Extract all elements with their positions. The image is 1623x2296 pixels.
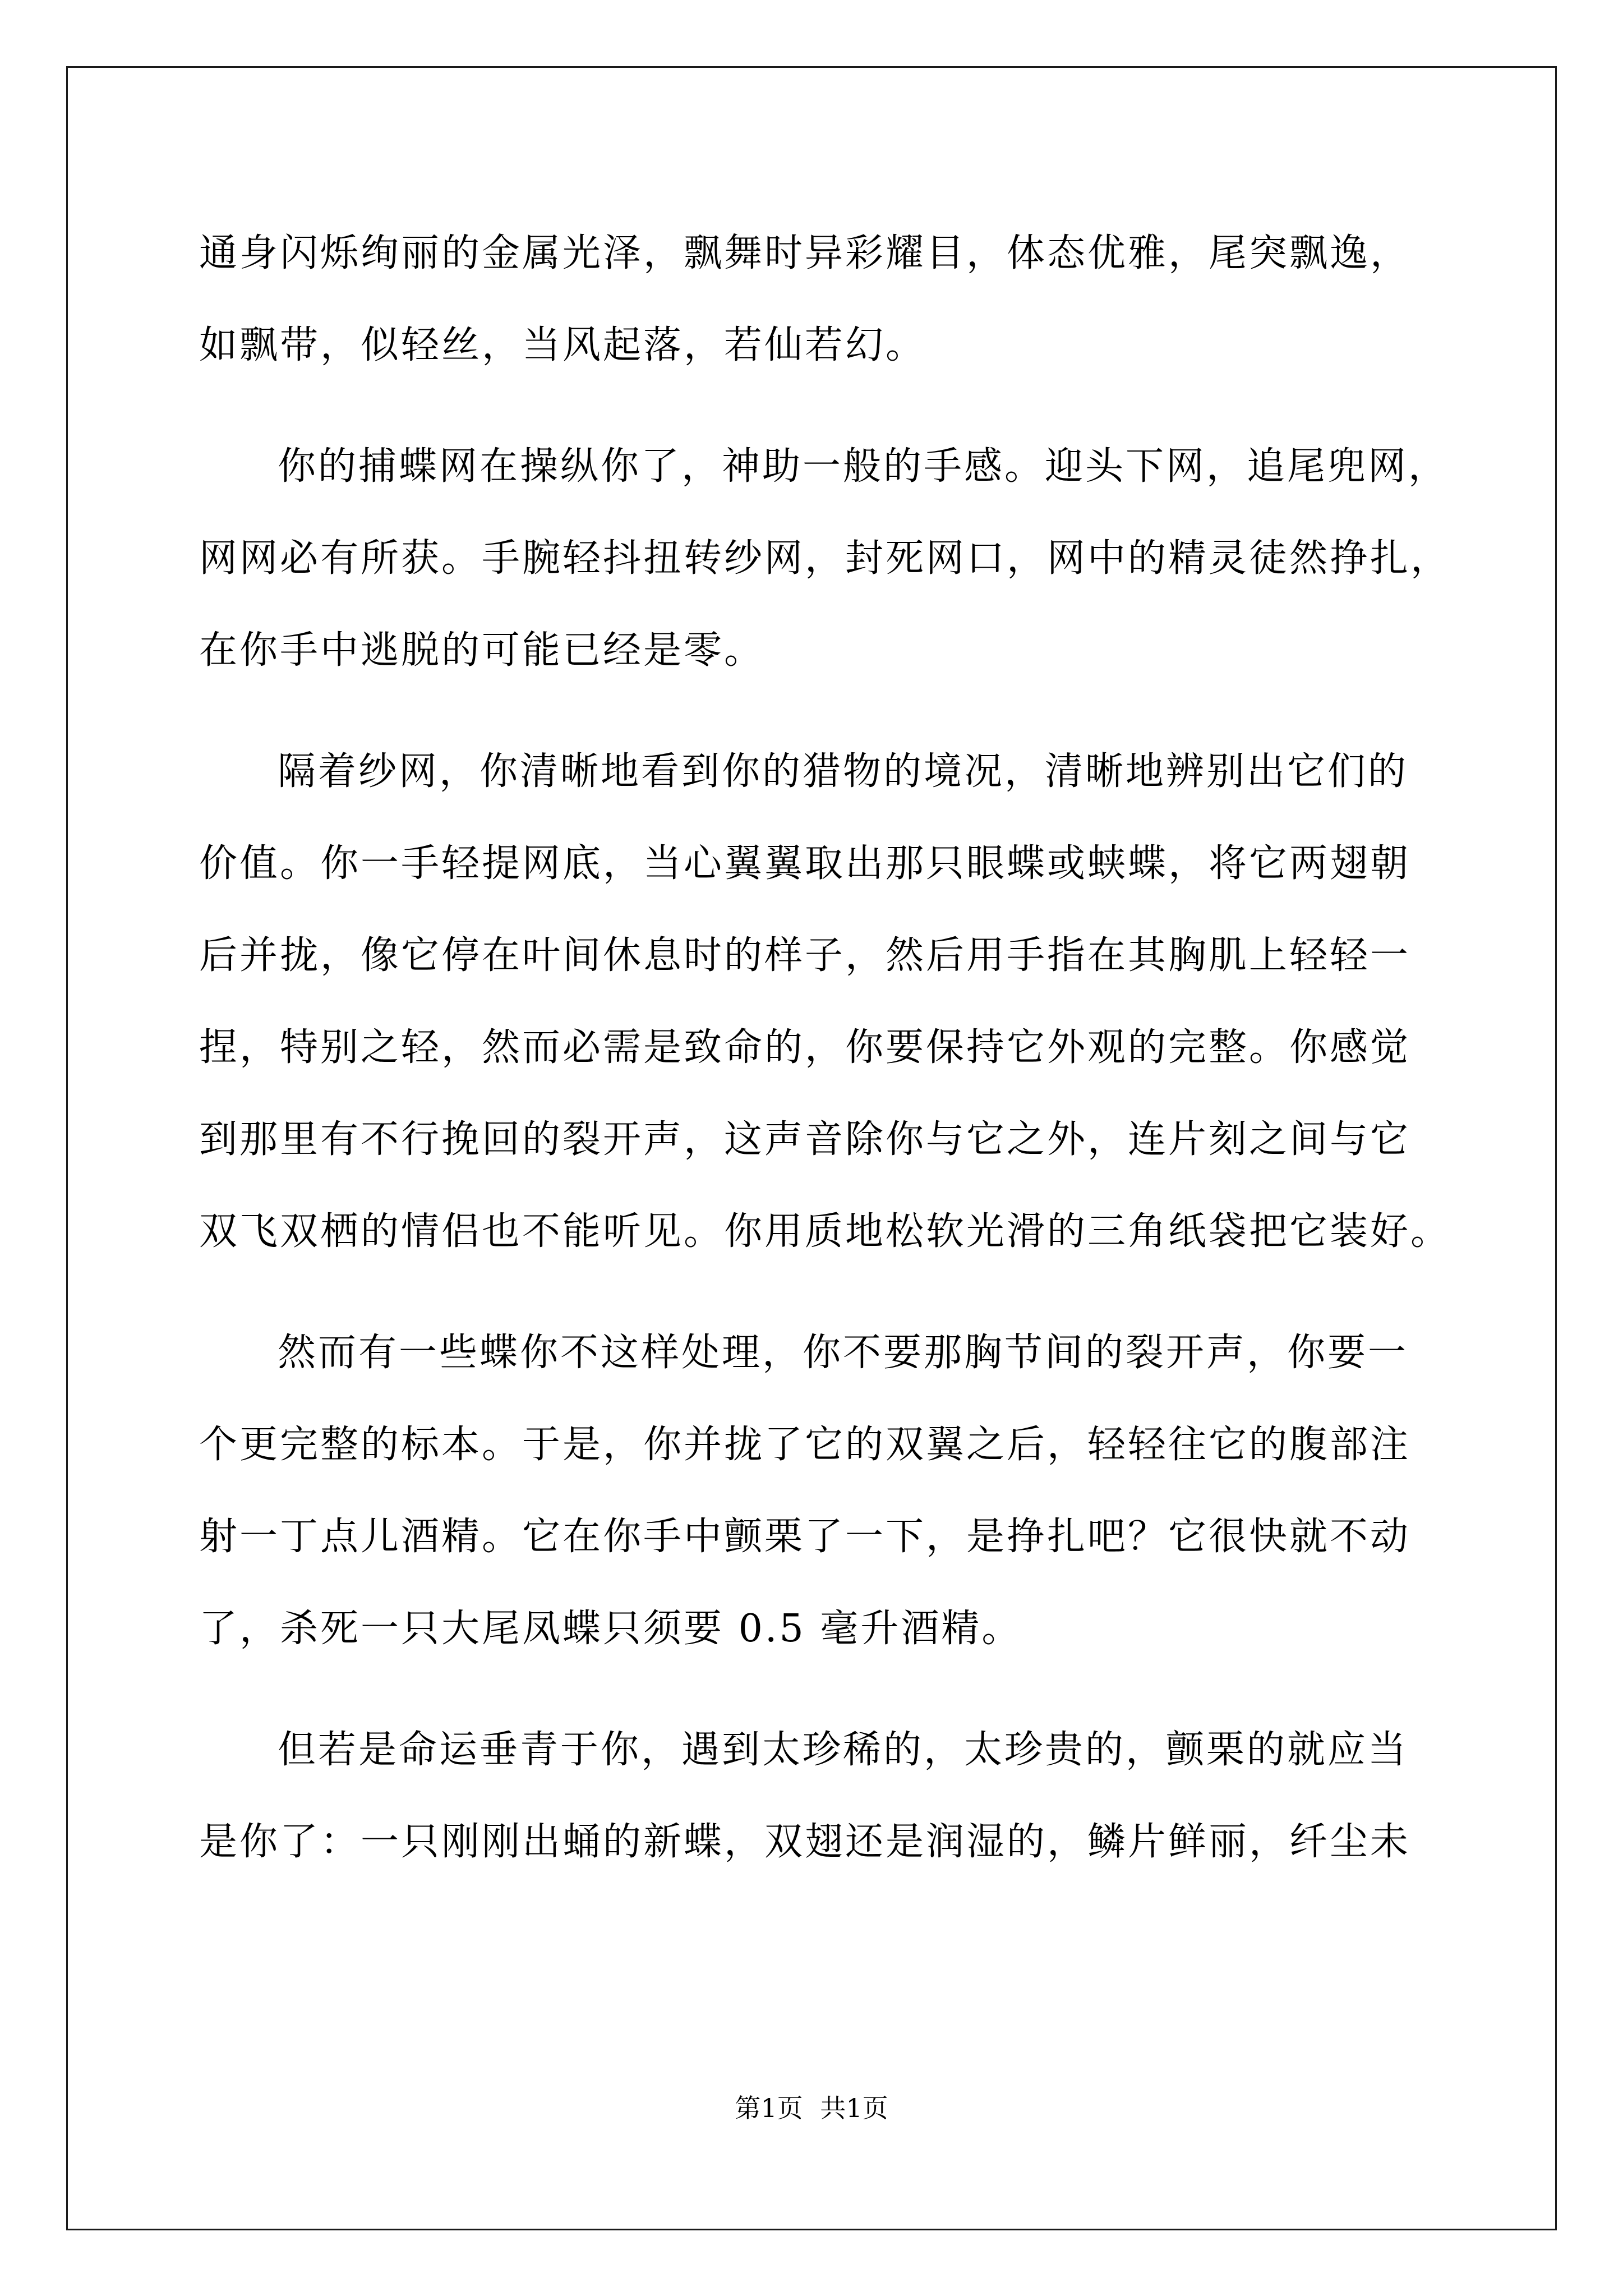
- page-footer: [0, 2088, 1623, 2125]
- text-line: 通身闪烁绚丽的金属光泽，飘舞时异彩耀目，体态优雅，尾突飘逸，: [199, 231, 1411, 275]
- text-line: 射一丁点儿酒精。它在你手中颤栗了一下，是挣扎吧？它很快就不动: [199, 1515, 1411, 1559]
- text-line: 你的捕蝶网在操纵你了，神助一般的手感。迎头下网，追尾兜网，: [278, 444, 1449, 489]
- text-line: 然而有一些蝶你不这样处理，你不要那胸节间的裂开声，你要一: [278, 1331, 1409, 1375]
- text-line: 捏，特别之轻，然而必需是致命的，你要保持它外观的完整。你感觉: [199, 1025, 1411, 1070]
- paragraph-gap: [199, 1675, 1433, 1704]
- text-line: 如飘带，似轻丝，当风起落，若仙若幻。: [199, 323, 926, 367]
- paragraph-gap: [199, 392, 1433, 421]
- page-number-total: 共1页: [820, 2093, 888, 2123]
- text-line: 是你了：一只刚刚出蛹的新蝶，双翅还是润湿的，鳞片鲜丽，纤尘未: [199, 1820, 1411, 1864]
- text-line: 了，杀死一只大尾凤蝶只须要 0.5 毫升酒精。: [199, 1607, 1022, 1651]
- text-line: 网网必有所获。手腕轻抖扭转纱网，封死网口，网中的精灵徒然挣扎，: [199, 536, 1451, 581]
- paragraph: [199, 1704, 1433, 1888]
- text-line: 在你手中逃脱的可能已经是零。: [199, 628, 765, 673]
- text-line: 后并拢，像它停在叶间休息时的样子，然后用手指在其胸肌上轻轻一: [199, 933, 1411, 978]
- text-line: 价值。你一手轻提网底，当心翼翼取出那只眼蝶或蛱蝶，将它两翅朝: [199, 841, 1411, 886]
- paragraph: [199, 1307, 1433, 1675]
- paragraph: [199, 208, 1433, 392]
- text-line: 到那里有不行挽回的裂开声，这声音除你与它之外，连片刻之间与它: [199, 1117, 1411, 1162]
- text-line: 个更完整的标本。于是，你并拢了它的双翼之后，轻轻往它的腹部注: [199, 1423, 1411, 1467]
- page-number-current: 第1页: [735, 2093, 803, 2123]
- paragraph: [199, 421, 1451, 697]
- text-line: 双飞双栖的情侣也不能听见。你用质地松软光滑的三角纸袋把它装好。: [199, 1209, 1451, 1254]
- paragraph-gap: [199, 697, 1433, 726]
- document-body: [199, 208, 1451, 1888]
- paragraph: [199, 726, 1451, 1278]
- paragraph-gap: [199, 1278, 1433, 1307]
- text-line: 隔着纱网，你清晰地看到你的猎物的境况，清晰地辨别出它们的: [278, 749, 1409, 794]
- text-line: 但若是命运垂青于你，遇到太珍稀的，太珍贵的，颤栗的就应当: [278, 1728, 1409, 1772]
